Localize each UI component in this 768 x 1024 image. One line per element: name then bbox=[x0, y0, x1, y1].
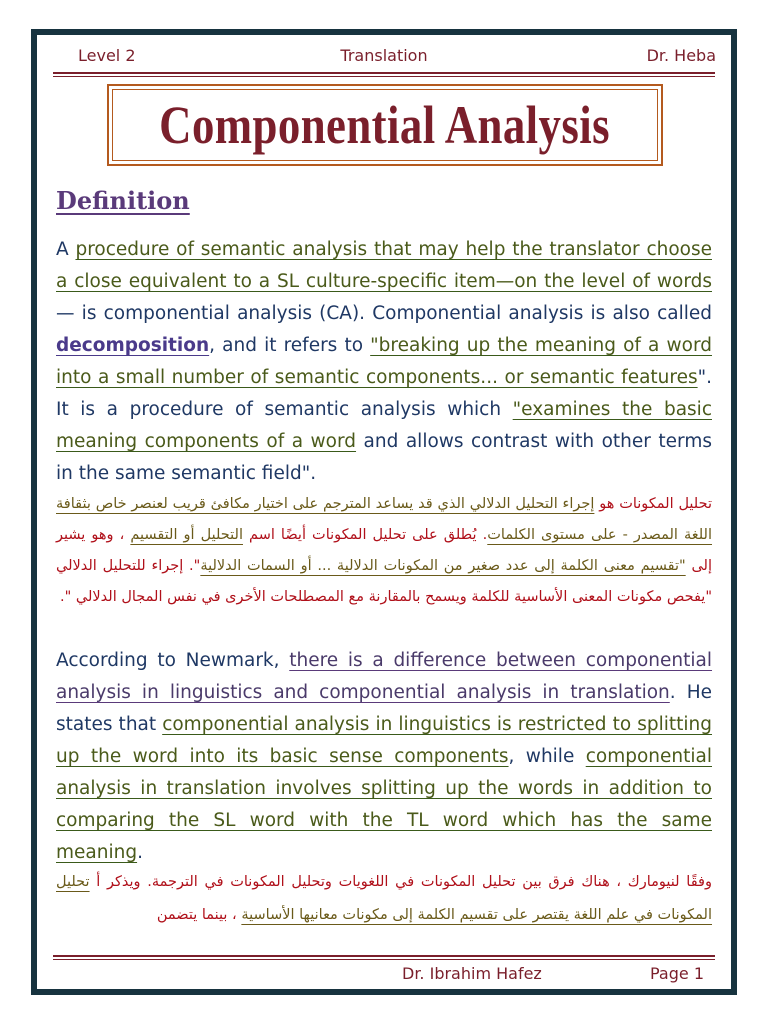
text: and allows contrast with other terms in the same semantic field". bbox=[56, 431, 712, 484]
text: A bbox=[56, 239, 76, 260]
arabic-definition-paragraph bbox=[56, 489, 712, 613]
newmark-paragraph bbox=[56, 645, 712, 869]
course-level: Level 2 bbox=[78, 46, 136, 65]
page-number: Page 1 bbox=[650, 964, 704, 983]
page-header bbox=[47, 44, 721, 70]
definition-heading: Definition bbox=[56, 186, 190, 215]
definition-paragraph bbox=[56, 234, 712, 490]
title-box bbox=[107, 84, 663, 166]
text: . يُطلق على تحليل المكونات أيضًا اسم bbox=[242, 527, 488, 543]
page-title: Componential Analysis bbox=[159, 95, 611, 155]
arabic-newmark-paragraph bbox=[56, 866, 712, 932]
underlined-text: procedure of semantic analysis that may help the translator choose a close equivalent to a SL culture-specific item—on the level of words bbox=[56, 239, 712, 292]
underlined-text: "تقسيم معنى الكلمة إلى عدد صغير من المكونات الدلالية ... أو السمات الدلالية bbox=[200, 558, 686, 574]
underlined-text: componential analysis in translation involves splitting up the words in addition to comparing the SL word with the TL word which has the same meaning bbox=[56, 746, 712, 863]
underlined-text: إجراء التحليل الدلالي الذي قد يساعد المترجم على اختيار مكافئ قريب لعنصر خاص بثقافة اللغة المصدر - على مستوى الكلمات bbox=[56, 496, 712, 543]
text: . bbox=[137, 842, 143, 863]
instructor-name: Dr. Heba bbox=[646, 46, 716, 65]
underlined-text: التحليل أو التقسيم bbox=[130, 527, 243, 543]
text: وفقًا لنيومارك ، هناك فرق بين تحليل المكونات في اللغويات وتحليل المكونات في الترجمة. ويذكر أ bbox=[89, 874, 712, 890]
text: ". إجراء للتحليل الدلالي "يفحص مكونات المعنى الأساسية للكلمة ويسمح بالمقارنة مع المصطلحات الأخرى في نفس المجال الدلالي ". bbox=[56, 558, 712, 605]
underlined-text: componential analysis in linguistics is restricted to splitting up the word into its basic sense components bbox=[56, 714, 712, 767]
text: , while bbox=[508, 746, 586, 767]
header-divider bbox=[53, 72, 715, 77]
decomposition-term: decomposition bbox=[56, 335, 210, 356]
underlined-text: "examines the basic meaning components of a word bbox=[56, 399, 712, 452]
text: , and it refers to bbox=[209, 335, 371, 356]
underlined-text: تحليل المكونات في علم اللغة يقتصر على تقسيم الكلمة إلى مكونات معانيها الأساسية bbox=[56, 874, 712, 923]
text: According to Newmark, bbox=[56, 650, 290, 671]
text: . He states that bbox=[56, 682, 712, 735]
underlined-text: there is a difference between componential analysis in linguistics and componential analysis in translation bbox=[56, 650, 713, 703]
text: — is componential analysis (CA). Componential analysis is also called bbox=[56, 303, 712, 324]
page-footer bbox=[47, 962, 721, 986]
title-inner-border bbox=[112, 89, 658, 161]
underlined-text: "breaking up the meaning of a word into a small number of semantic components... or semantic features bbox=[56, 335, 712, 388]
text: ". It is a procedure of semantic analysis which bbox=[56, 367, 712, 420]
footer-divider bbox=[53, 955, 715, 960]
author-name: Dr. Ibrahim Hafez bbox=[402, 964, 542, 983]
text: ، بينما يتضمن bbox=[156, 907, 242, 923]
text: ، وهو يشير إلى bbox=[56, 527, 712, 574]
text: تحليل المكونات هو bbox=[594, 496, 712, 512]
course-subject: Translation bbox=[340, 46, 428, 65]
